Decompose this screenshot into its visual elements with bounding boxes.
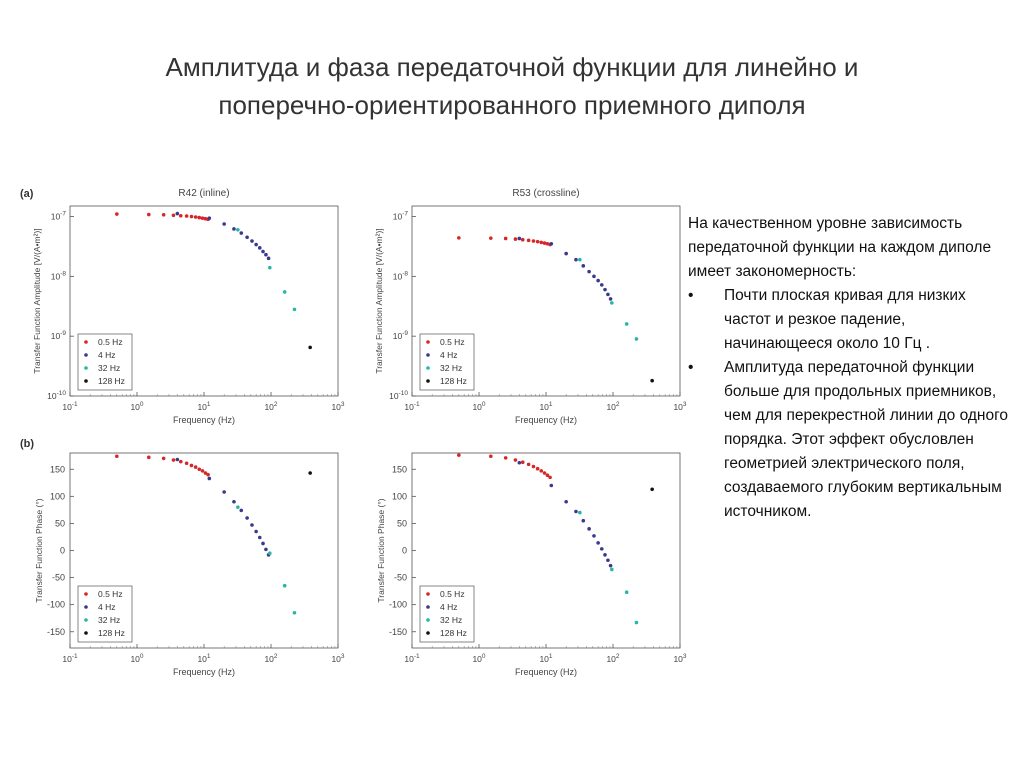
x-tick-label: $10^0$ <box>472 653 486 664</box>
data-point <box>609 564 613 568</box>
data-point <box>197 216 201 220</box>
legend-label: 0.5 Hz <box>440 589 465 599</box>
data-point <box>245 516 249 520</box>
data-point <box>308 471 312 475</box>
data-point <box>201 469 205 473</box>
panel-label-a: (a) <box>20 188 34 200</box>
description-bullet-1: • Почти плоская кривая для низких частот и резкое падение, начинающееся около 10 Гц . <box>724 284 1008 356</box>
chart-phase_crossline <box>376 453 687 677</box>
data-point <box>115 212 119 216</box>
data-point <box>518 237 522 241</box>
data-point <box>293 611 297 615</box>
data-point <box>603 288 607 292</box>
panel-label-b: (b) <box>20 438 35 450</box>
data-point <box>600 547 604 551</box>
data-point <box>600 283 604 287</box>
data-point <box>115 454 119 458</box>
data-point <box>194 465 198 469</box>
data-point <box>532 239 536 243</box>
data-point <box>268 266 272 270</box>
legend-label: 128 Hz <box>440 376 467 386</box>
x-tick-label: $10^3$ <box>331 401 345 412</box>
data-point <box>543 471 547 475</box>
data-point <box>606 293 610 297</box>
data-point <box>236 228 240 232</box>
x-tick-label: $10^{-1}$ <box>62 401 78 412</box>
slide-title-line1: Амплитуда и фаза передаточной функции для линейно и <box>165 52 859 82</box>
description-text <box>688 212 1008 524</box>
y-tick-label: $10^{-10}$ <box>47 390 66 401</box>
data-point <box>250 239 254 243</box>
data-point <box>504 237 508 241</box>
data-point <box>606 558 610 562</box>
data-point <box>457 236 461 240</box>
legend-label: 32 Hz <box>440 615 463 625</box>
y-tick-label: -150 <box>46 626 65 637</box>
data-point <box>592 275 596 279</box>
legend-label: 128 Hz <box>98 376 125 386</box>
y-tick-label: 50 <box>396 518 407 529</box>
data-point <box>574 258 578 262</box>
y-tick-label: 50 <box>54 518 65 529</box>
chart-amp_inline <box>32 188 345 425</box>
legend-marker <box>426 605 430 609</box>
legend-marker <box>84 353 88 357</box>
data-point <box>206 473 210 477</box>
data-point <box>596 541 600 545</box>
y-tick-label: -50 <box>393 572 407 583</box>
data-point <box>635 337 639 341</box>
data-point <box>536 467 540 471</box>
y-axis-label: Transfer Function Amplitude [V/(A•m²)] <box>374 228 384 374</box>
legend-marker <box>426 618 430 622</box>
data-point <box>147 213 151 217</box>
data-point <box>185 214 189 218</box>
data-point <box>250 523 254 527</box>
x-tick-label: $10^0$ <box>130 401 144 412</box>
data-point <box>610 568 614 572</box>
data-point <box>258 246 262 250</box>
legend-label: 128 Hz <box>440 628 467 638</box>
y-tick-label: $10^{-9}$ <box>50 330 66 342</box>
legend-marker <box>84 340 88 344</box>
legend-marker <box>84 379 88 383</box>
y-tick-label: 100 <box>49 491 65 502</box>
description-bullet-2: • Амплитуда передаточной функции больше для продольных приемников, чем для перекрестной линии до одного порядка. Этот эффект обусловлен геометрией электрического поля, создаваемого глубоким вертикальным источником. <box>724 356 1008 524</box>
y-axis-label: Transfer Function Phase (°) <box>376 498 386 603</box>
data-point <box>232 500 236 504</box>
x-tick-label: $10^3$ <box>673 653 687 664</box>
x-tick-label: $10^2$ <box>606 401 620 412</box>
legend-marker <box>84 618 88 622</box>
x-tick-label: $10^0$ <box>130 653 144 664</box>
data-point <box>489 454 493 458</box>
data-point <box>532 465 536 469</box>
data-point <box>578 258 582 262</box>
x-tick-label: $10^{-1}$ <box>62 653 78 664</box>
data-point <box>293 308 297 312</box>
legend-label: 128 Hz <box>98 628 125 638</box>
data-point <box>162 457 166 461</box>
data-point <box>222 490 226 494</box>
data-point <box>239 509 243 513</box>
legend-label: 4 Hz <box>98 350 116 360</box>
data-point <box>610 301 614 305</box>
data-point <box>197 467 201 471</box>
data-point <box>264 548 268 552</box>
legend-marker <box>84 631 88 635</box>
legend-marker <box>426 631 430 635</box>
data-point <box>574 510 578 514</box>
chart-title: R53 (crossline) <box>512 188 580 199</box>
data-point <box>254 530 258 534</box>
data-point <box>587 270 591 274</box>
data-point <box>308 346 312 350</box>
data-point <box>185 461 189 465</box>
legend-label: 4 Hz <box>440 602 458 612</box>
data-point <box>283 584 287 588</box>
description-bullets <box>688 284 1008 524</box>
x-axis-label: Frequency (Hz) <box>172 415 236 425</box>
data-point <box>609 297 613 301</box>
data-point <box>179 214 183 218</box>
y-tick-label: 0 <box>401 545 407 556</box>
x-tick-label: $10^3$ <box>673 401 687 412</box>
data-point <box>232 227 236 231</box>
y-tick-label: 150 <box>391 464 407 475</box>
data-point <box>267 257 271 261</box>
x-tick-label: $10^2$ <box>264 401 278 412</box>
legend-marker <box>426 379 430 383</box>
data-point <box>264 253 268 257</box>
data-point <box>587 527 591 531</box>
x-tick-label: $10^3$ <box>331 653 345 664</box>
legend-label: 32 Hz <box>98 615 121 625</box>
data-point <box>222 222 226 226</box>
x-axis-label: Frequency (Hz) <box>514 415 578 425</box>
data-point <box>190 215 194 219</box>
data-point <box>581 264 585 268</box>
y-tick-label: $10^{-8}$ <box>50 270 66 282</box>
data-point <box>194 215 198 219</box>
legend-marker <box>84 605 88 609</box>
legend-label: 0.5 Hz <box>440 337 465 347</box>
x-tick-label: $10^0$ <box>472 401 486 412</box>
data-point <box>521 238 525 242</box>
data-point <box>581 519 585 523</box>
data-point <box>208 477 212 481</box>
data-point <box>564 252 568 256</box>
x-tick-label: $10^1$ <box>197 401 211 412</box>
data-point <box>564 500 568 504</box>
data-point <box>635 621 639 625</box>
data-point <box>162 213 166 217</box>
data-point <box>504 456 508 460</box>
y-tick-label: $10^{-9}$ <box>392 330 408 342</box>
legend-label: 32 Hz <box>440 363 463 373</box>
data-point <box>172 458 176 462</box>
chart-amp_crossline <box>374 188 687 425</box>
legend-label: 0.5 Hz <box>98 337 123 347</box>
data-point <box>245 235 249 239</box>
legend-marker <box>426 353 430 357</box>
x-tick-label: $10^{-1}$ <box>404 653 420 664</box>
x-axis-label: Frequency (Hz) <box>172 667 236 677</box>
chart-phase_inline <box>34 453 345 677</box>
data-point <box>603 553 607 557</box>
y-tick-label: $10^{-10}$ <box>389 390 408 401</box>
y-tick-label: -100 <box>46 599 65 610</box>
slide-title-line2: поперечно-ориентированного приемного диполя <box>218 90 806 120</box>
description-intro: На качественном уровне зависимость передаточной функции на каждом диполе имеет закономерность: <box>688 215 992 280</box>
data-point <box>239 231 243 235</box>
data-point <box>258 536 262 540</box>
x-axis-label: Frequency (Hz) <box>514 667 578 677</box>
data-point <box>176 212 180 216</box>
data-point <box>268 551 272 555</box>
data-point <box>457 453 461 457</box>
y-tick-label: 150 <box>49 464 65 475</box>
data-point <box>539 241 543 245</box>
legend-marker <box>84 592 88 596</box>
data-point <box>261 250 265 254</box>
data-point <box>527 463 531 467</box>
y-tick-label: -50 <box>51 572 65 583</box>
x-tick-label: $10^{-1}$ <box>404 401 420 412</box>
data-point <box>527 239 531 243</box>
data-point <box>261 542 265 546</box>
legend-marker <box>426 366 430 370</box>
data-point <box>514 458 518 462</box>
legend-label: 0.5 Hz <box>98 589 123 599</box>
data-point <box>578 511 582 515</box>
data-point <box>176 458 180 462</box>
legend-marker <box>84 366 88 370</box>
y-tick-label: -100 <box>388 599 407 610</box>
data-point <box>518 461 522 465</box>
legend-label: 4 Hz <box>440 350 458 360</box>
data-point <box>539 469 543 473</box>
data-point <box>550 484 554 488</box>
data-point <box>596 279 600 283</box>
y-tick-label: 0 <box>59 545 65 556</box>
data-point <box>208 216 212 220</box>
data-point <box>254 243 258 247</box>
y-tick-label: $10^{-7}$ <box>50 210 66 222</box>
legend-label: 4 Hz <box>98 602 116 612</box>
data-point <box>548 476 552 480</box>
legend-label: 32 Hz <box>98 363 121 373</box>
data-point <box>489 236 493 240</box>
x-tick-label: $10^2$ <box>264 653 278 664</box>
x-tick-label: $10^1$ <box>197 653 211 664</box>
data-point <box>550 242 554 246</box>
x-tick-label: $10^2$ <box>606 653 620 664</box>
data-point <box>236 505 240 509</box>
data-point <box>650 379 654 383</box>
y-tick-label: 100 <box>391 491 407 502</box>
x-tick-label: $10^1$ <box>539 401 553 412</box>
data-point <box>592 534 596 538</box>
x-tick-label: $10^1$ <box>539 653 553 664</box>
data-point <box>536 240 540 244</box>
data-point <box>190 464 194 468</box>
chart-title: R42 (inline) <box>178 188 230 199</box>
y-tick-label: $10^{-7}$ <box>392 210 408 222</box>
y-tick-label: -150 <box>388 626 407 637</box>
data-point <box>283 290 287 294</box>
data-point <box>521 460 525 464</box>
data-point <box>514 237 518 241</box>
data-point <box>179 460 183 464</box>
legend-marker <box>426 340 430 344</box>
data-point <box>625 322 629 326</box>
y-axis-label: Transfer Function Phase (°) <box>34 498 44 603</box>
legend-marker <box>426 592 430 596</box>
data-point <box>172 213 176 217</box>
y-axis-label: Transfer Function Amplitude [V/(A•m²)] <box>32 228 42 374</box>
y-tick-label: $10^{-8}$ <box>392 270 408 282</box>
data-point <box>650 487 654 491</box>
data-point <box>147 456 151 460</box>
data-point <box>625 590 629 594</box>
